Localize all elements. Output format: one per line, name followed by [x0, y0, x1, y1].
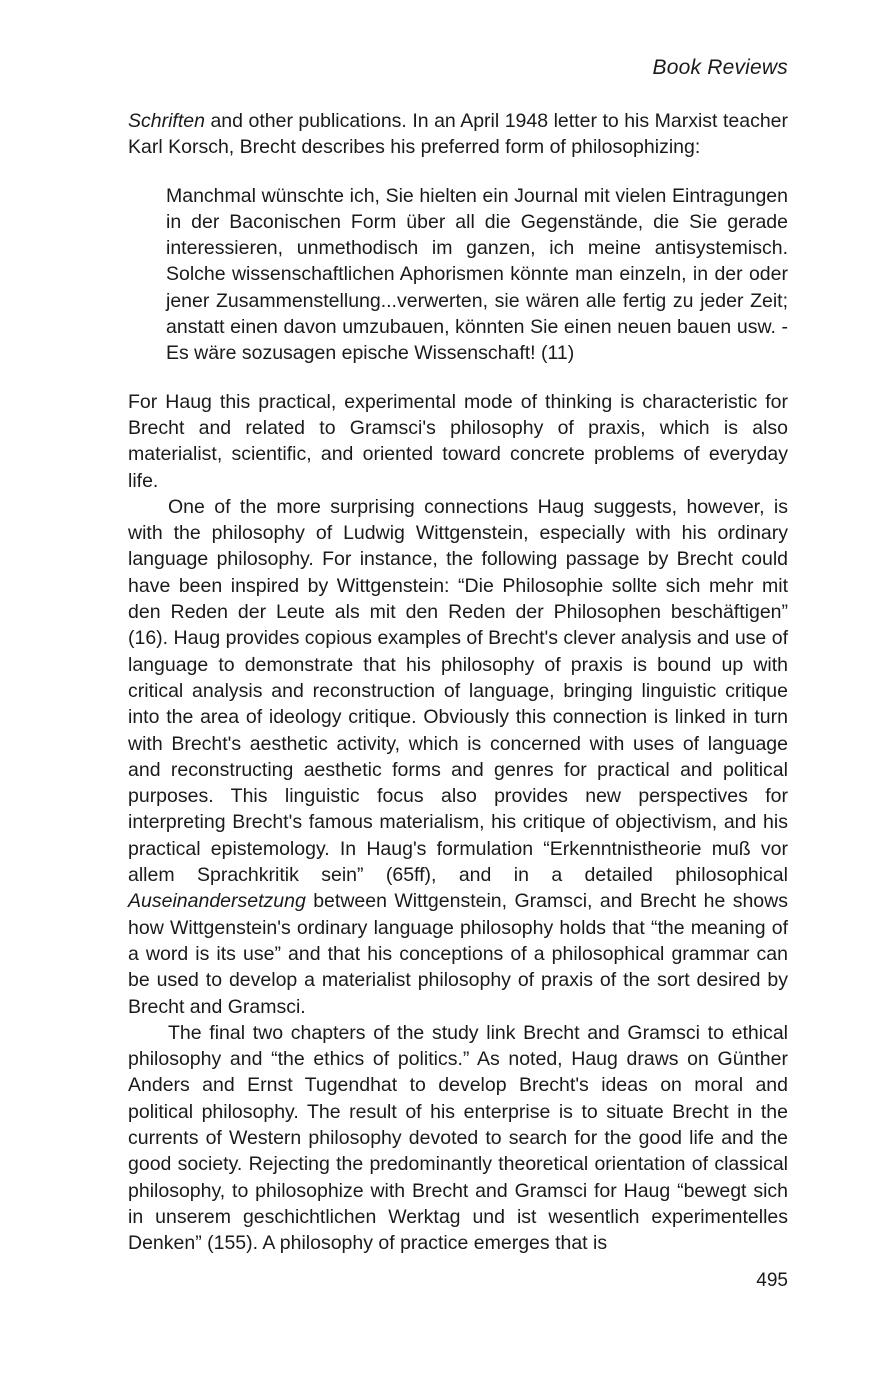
paragraph-3 — [128, 494, 788, 1020]
block-quote — [166, 183, 788, 367]
italic-term-schriften: Schriften — [128, 110, 205, 132]
paragraph-1 — [128, 108, 788, 161]
paragraph-2: For Haug this practical, experimental mode of thinking is characteristic for Brecht and related to Gramsci's philosophy of praxis, which is also materialist, scientific, and oriented toward concrete problems of everyday life. — [128, 390, 788, 492]
running-head: Book Reviews — [652, 56, 788, 79]
paragraph-3-text-b: between Wittgenstein, Gramsci, and Brecht he shows how Wittgenstein's ordinary language philosophy holds that “the meaning of a word is its use” and that his conceptions of a philosophical grammar can be used to develop a materialist philosophy of praxis of the sort desired by Brecht and Gramsci. — [128, 890, 788, 1018]
paragraph-3-text-a: One of the more surprising connections Haug suggests, however, is with the philosophy of Ludwig Wittgenstein, especially with his ordinary language philosophy. For instance, the following passage by Brecht could have been inspired by Wittgenstein: “Die Philosophie sollte sich mehr mit den Reden der Leute als mit den Reden der Philosophen beschäftigen” (16). Haug provides copious examples of Brecht's clever analysis and use of language to demonstrate that his philosophy of praxis is bound up with critical analysis and reconstruction of language, bringing linguistic critique into the area of ideology critique. Obviously this connection is linked in turn with Brecht's aesthetic activity, which is concerned with uses of language and reconstructing aesthetic forms and genres for practical and political purposes. This linguistic focus also provides new perspectives for interpreting Brecht's famous materialism, his critique of objectivism, and his practical epistemology. In Haug's formulation “Erkenntnistheorie muß vor allem Sprachkritik sein” (65ff), and in a detailed philosophical — [128, 495, 788, 887]
page-number: 495 — [756, 1270, 788, 1291]
paragraph-1-text: and other publications. In an April 1948 letter to his Marxist teacher Karl Korsch, Brecht describes his preferred form of philosophizing: — [128, 110, 788, 159]
block-quote-text: Manchmal wünschte ich, Sie hielten ein Journal mit vielen Eintragungen in der Baconischen Form über all die Gegenstände, die Sie gerade interessieren, unmethodisch im ganzen, ich meine antisystemisch. Solche wissenschaftlichen Aphorismen könnte man einzeln, in der oder jener Zusammenstellung...verwerten, sie wären alle fertig zu jeder Zeit; anstatt einen davon umzubauen, könnten Sie einen neuen bauen usw. - Es wäre sozusagen epische Wissenschaft! (11) — [166, 184, 788, 365]
italic-term-auseinandersetzung: Auseinandersetzung — [128, 890, 306, 913]
article-body — [128, 108, 788, 1256]
paragraph-4: The final two chapters of the study link Brecht and Gramsci to ethical philosophy and “the ethics of politics.” As noted, Haug draws on Günther Anders and Ernst Tugendhat to develop Brecht's ideas on moral and political philosophy. The result of his enterprise is to situate Brecht in the currents of Western philosophy devoted to search for the good life and the good society. Rejecting the predominantly theoretical orientation of classical philosophy, to philosophize with Brecht and Gramsci for Haug “bewegt sich in unserem geschichtlichen Werktag und ist wesentlich experimentelles Denken” (155). A philosophy of practice emerges that is — [128, 1021, 788, 1255]
page — [128, 54, 788, 1256]
